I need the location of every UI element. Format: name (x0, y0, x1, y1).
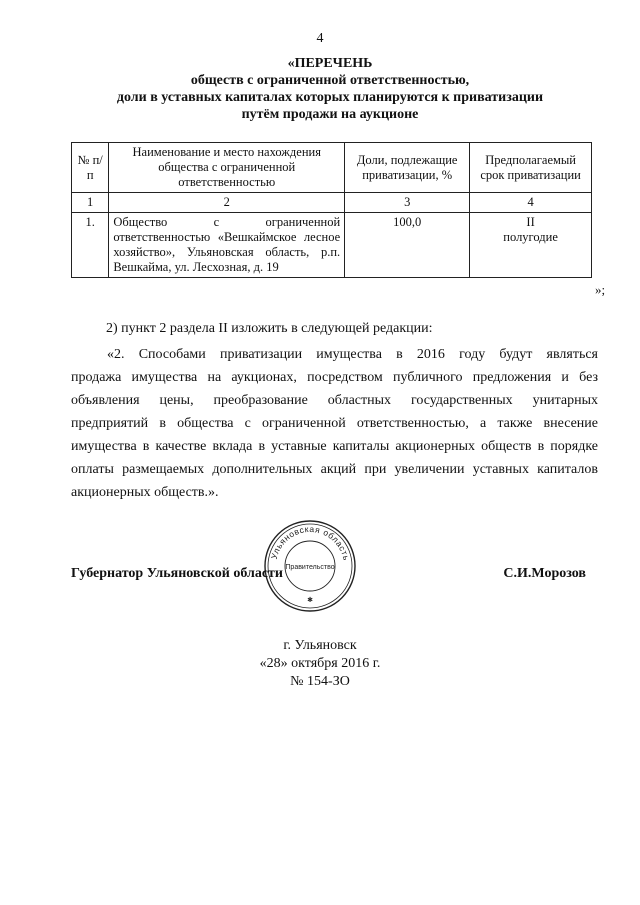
table-index-row (72, 193, 592, 213)
index-cell-4: 4 (470, 193, 592, 213)
companies-table (71, 142, 592, 278)
paragraph-line-7: акционерных обществ.». (71, 485, 219, 500)
document-heading (60, 55, 600, 123)
header-share: Доли, подлежащие приватизации, % (345, 143, 470, 193)
table-header-row (72, 143, 592, 193)
row-share: 100,0 (345, 213, 470, 278)
svg-text:Ульяновская область (269, 524, 352, 562)
seal-center-text: Правительство (285, 564, 335, 571)
signatory-position: Губернатор Ульяновской области (71, 566, 283, 581)
index-cell-3: 3 (345, 193, 470, 213)
paragraph-line-4: предприятий в общества с ограниченной ответственностью, а также внесение (71, 416, 598, 431)
header-name: Наименование и место нахождения общества с ограниченной ответственностью (109, 143, 345, 193)
heading-line-1: «ПЕРЕЧЕНЬ (287, 56, 373, 71)
document-footer (0, 637, 640, 691)
seal-ring-text: Ульяновская область (268, 523, 352, 562)
page-number: 4 (316, 31, 324, 46)
seal-star-icon: ✱ (307, 596, 313, 604)
header-num: № п/п (72, 143, 109, 193)
row-company-name: Общество с ограниченной ответственностью «Вешкаймское лесное хозяйство», Ульяновская область, р.п. Вешкайма, ул. Лесхозная, д. 19 (109, 213, 345, 278)
footer-date: «28» октября 2016 г. (259, 656, 381, 671)
header-term: Предполагаемый срок приватизации (470, 143, 592, 193)
footer-number: № 154-ЗО (290, 674, 350, 689)
row-term-line-1: II (526, 215, 535, 229)
index-cell-2: 2 (109, 193, 345, 213)
row-num: 1. (72, 213, 109, 278)
signatory-name: С.И.Морозов (503, 566, 586, 581)
paragraph-line-2: продажа имущества на аукционах, посредством публичного предложения и без (71, 370, 598, 385)
row-term-line-2: полугодие (503, 230, 558, 244)
table-row (72, 213, 592, 278)
table-closing-quote: »; (595, 282, 606, 297)
index-cell-1: 1 (72, 193, 109, 213)
paragraph-line-6: оплаты размещаемых дополнительных акций при увеличении уставных капиталов (71, 462, 598, 477)
footer-city: г. Ульяновск (283, 638, 357, 653)
heading-line-2: обществ с ограниченной ответственностью, (190, 73, 470, 88)
paragraph-line-5: имущества в качестве вклада в уставные капиталы акционерных обществ в порядке (71, 439, 598, 454)
paragraph-line-1: «2. Способами приватизации имущества в 2016 году будут являться (107, 347, 598, 362)
row-term (470, 213, 592, 278)
amendment-paragraph (71, 343, 598, 504)
paragraph-line-3: объявления цены, преобразование областных государственных унитарных (71, 393, 598, 408)
heading-line-4: путём продажи на аукционе (241, 107, 419, 122)
amendment-line: 2) пункт 2 раздела II изложить в следующей редакции: (106, 321, 433, 336)
heading-line-3: доли в уставных капиталах которых планируются к приватизации (116, 90, 544, 105)
